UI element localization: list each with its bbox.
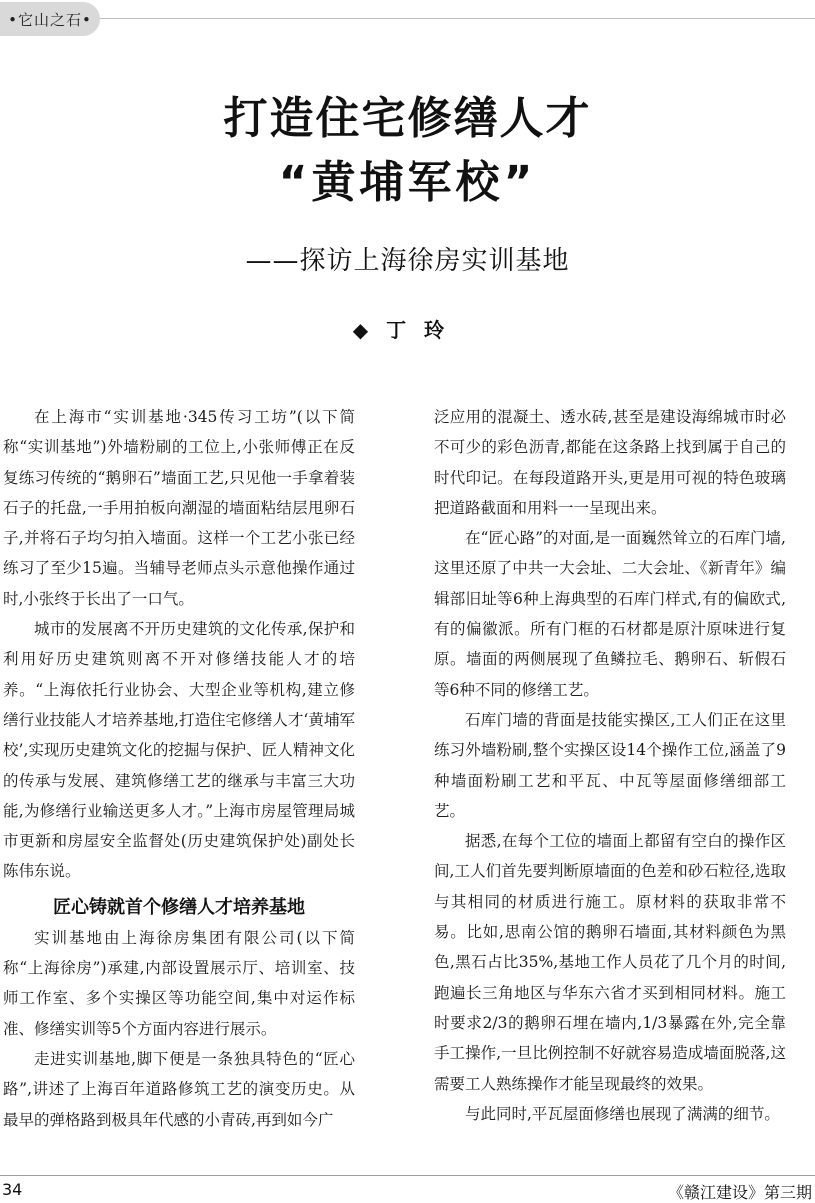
paragraph: 石库门墙的背面是技能实操区,工人们正在这里练习外墙粉刷,整个实操区设14个操作工位,涵盖了9种墙面粉刷工艺和平瓦、中瓦等屋面修缮细部工艺。 — [434, 710, 786, 820]
paragraph-continued: 泛应用的混凝土、透水砖,甚至是建设海绵城市时必不可少的彩色沥青,都能在这条路上找到属于自己的时代印记。在每段道路开头,更是用可视的特色玻璃把道路截面和用料一一呈现出来。 — [434, 408, 786, 517]
article-subtitle: ——探访上海徐房实训基地 — [245, 246, 570, 276]
page-number: 34 — [2, 1180, 23, 1199]
left-text-column — [3, 402, 355, 1135]
issue-label: 《赣江建设》第三期 — [667, 1183, 812, 1202]
header-divider — [100, 18, 815, 19]
paragraph: 走进实训基地,脚下便是一条独具特色的“匠心路”,讲述了上海百年道路修筑工艺的演变历史。从最早的弹格路到极具年代感的小青砖,再到如今广 — [3, 1049, 355, 1129]
footer-divider — [0, 1175, 815, 1176]
paragraph: 与此同时,平瓦屋面修缮也展现了满满的细节。 — [465, 1104, 780, 1123]
section-heading: 匠心铸就首个修缮人才培养基地 — [53, 896, 305, 918]
paragraph: 在上海市“实训基地·345传习工坊”(以下简称“实训基地”)外墙粉刷的工位上,小张师傅正在反复练习传统的“鹅卵石”墙面工艺,只见他一手拿着装石子的托盘,一手用拍板向潮湿的墙面粘结层甩卵石子,并将石子均匀拍入墙面。这样一个工艺小张已经练习了至少15遍。当辅导老师点头示意他操作通过时,小张终于长出了一口气。 — [3, 408, 355, 608]
paragraph: 在“匠心路”的对面,是一面巍然耸立的石库门墙,这里还原了中共一大会址、二大会址、《新青年》编辑部旧址等6种上海典型的石库门样式,有的偏欧式,有的偏徽派。所有门框的石材都是原汁原味进行复原。墙面的两侧展现了鱼鳞拉毛、鹅卵石、斩假石等6种不同的修缮工艺。 — [434, 529, 786, 699]
paragraph: 城市的发展离不开历史建筑的文化传承,保护和利用好历史建筑则离不开对修缮技能人才的培养。“上海依托行业协会、大型企业等机构,建立修缮行业技能人才培养基地,打造住宅修缮人才‘黄埔军校’,实现历史建筑文化的挖掘与保护、匠人精神文化的传承与发展、建筑修缮工艺的继承与丰富三大功能,为修缮行业输送更多人才。”上海市房屋管理局城市更新和房屋安全监督处(历史建筑保护处)副处长陈伟东说。 — [3, 620, 355, 881]
column-tag: •它山之石• — [0, 2, 100, 36]
paragraph: 据悉,在每个工位的墙面上都留有空白的操作区间,工人们首先要判断原墙面的色差和砂石粒径,选取与其相同的材质进行施工。原材料的获取非常不易。比如,思南公馆的鹅卵石墙面,其材料颜色为黑色,黑石占比35%,基地工作人员花了几个月的时间,跑遍长三角地区与华东六省才买到相同材料。施工时要求2/3的鹅卵石埋在墙内,1/3暴露在外,完全靠手工操作,一旦比例控制不好就容易造成墙面脱落,这需要工人熟练操作才能呈现最终的效果。 — [434, 832, 786, 1093]
article-title-line1: 打造住宅修缮人才 — [223, 93, 592, 144]
article-title-line2: “黄埔军校” — [278, 157, 537, 208]
article-author: ◆丁玲 — [352, 318, 463, 342]
right-text-column — [434, 402, 786, 1129]
paragraph: 实训基地由上海徐房集团有限公司(以下简称“上海徐房”)承建,内部设置展示厅、培训室、技师工作室、多个实操区等功能空间,集中对运作标准、修缮实训等5个方面内容进行展示。 — [3, 928, 355, 1038]
